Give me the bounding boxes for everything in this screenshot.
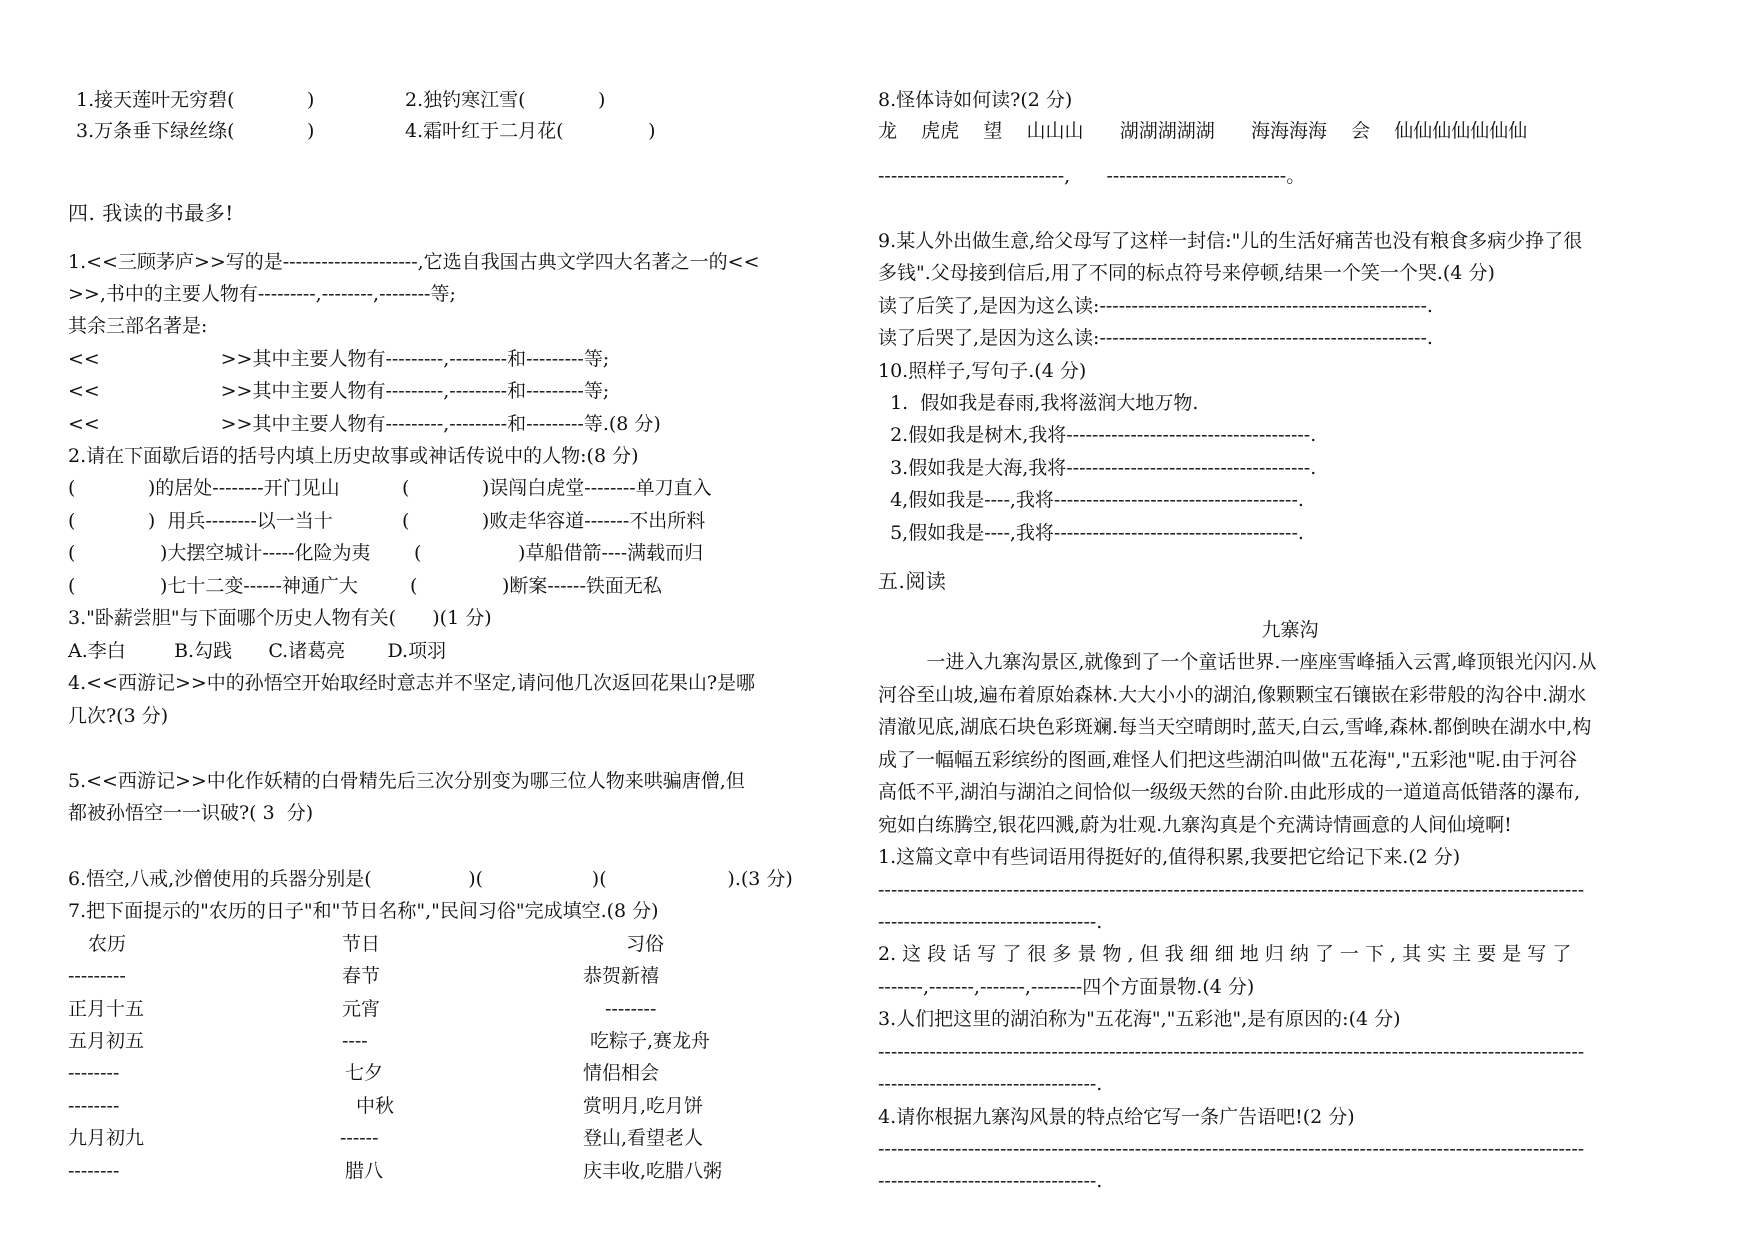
q2-row-2a: ( ) 用兵--------以一当十 (68, 510, 333, 532)
table-row-4-festival: 七夕 (345, 1062, 384, 1084)
table-row-4-custom: 情侣相会 (583, 1062, 660, 1084)
table-row-7-lunar: -------- (68, 1160, 120, 1182)
table-row-2-festival: 元宵 (342, 998, 381, 1020)
article-line-1: 一进入九寨沟景区,就像到了一个童话世界.一座座雪峰插入云霄,峰顶银光闪闪.从 (878, 651, 1597, 673)
table-row-2-custom: -------- (605, 998, 657, 1020)
q2-row-2b: ( )败走华容道-------不出所料 (402, 510, 706, 532)
reading-q3-title: 3.人们把这里的湖泊称为"五花海","五彩池",是有原因的:(4 分) (878, 1008, 1401, 1030)
reading-q4-title: 4.请你根据九寨沟风景的特点给它写一条广告语吧!(2 分) (878, 1106, 1355, 1128)
q2-row-1a: ( )的居处--------开门见山 (68, 477, 340, 499)
table-row-1-lunar: --------- (68, 965, 126, 987)
section-5-title: 五.阅读 (878, 569, 947, 593)
table-header-custom: 习俗 (626, 933, 665, 955)
article-line-4: 成了一幅幅五彩缤纷的图画,难怪人们把这些湖泊叫做"五花海","五彩池"呢.由于河谷 (878, 749, 1578, 771)
table-row-1-festival: 春节 (342, 965, 381, 987)
article-line-5: 高低不平,湖泊与湖泊之间恰似一级级天然的台阶.由此形成的一道道高低错落的瀑布, (878, 781, 1581, 803)
reading-q1-title: 1.这篇文章中有些词语用得挺好的,值得积累,我要把它给记下来.(2 分) (878, 846, 1461, 868)
q9-line-3: 读了后笑了,是因为这么读:---------------------------------------------------. (878, 295, 1433, 317)
q1-line-6: << >>其中主要人物有---------,---------和---------等.(8 分) (68, 413, 661, 435)
article-title: 九寨沟 (1261, 619, 1319, 641)
q9-line-2: 多钱".父母接到信后,用了不同的标点符号来停顿,结果一个笑一个哭.(4 分) (878, 262, 1495, 284)
q2-row-1b: ( )误闯白虎堂--------单刀直入 (402, 477, 712, 499)
q1-line-5: << >>其中主要人物有---------,---------和---------等; (68, 380, 610, 402)
q2-row-3a: ( )大摆空城计-----化险为夷 (68, 542, 371, 564)
poem-question-1: 1.接天莲叶无穷碧( ) (76, 89, 315, 111)
q1-line-2: >>,书中的主要人物有---------,--------,--------等; (68, 283, 456, 305)
poem-question-2: 2.独钓寒江雪( ) (405, 89, 606, 111)
q2-title: 2.请在下面歇后语的括号内填上历史故事或神话传说中的人物:(8 分) (68, 445, 639, 467)
article-line-6: 宛如白练腾空,银花四溅,蔚为壮观.九寨沟真是个充满诗情画意的人间仙境啊! (878, 814, 1512, 836)
q10-item-1: 1. 假如我是春雨,我将滋润大地万物. (878, 392, 1199, 414)
reading-q1-answer-line: -------------------------------------------------------------------------------------------------------------- (878, 879, 1585, 901)
q8-poem: 龙 虎虎 望 山山山 湖湖湖湖湖 海海海海 会 仙仙仙仙仙仙仙 (878, 120, 1528, 142)
table-row-4-lunar: -------- (68, 1062, 120, 1084)
table-row-6-lunar: 九月初九 (68, 1127, 145, 1149)
q9-line-4: 读了后哭了,是因为这么读:---------------------------------------------------. (878, 327, 1433, 349)
q8-answer: -----------------------------, ----------------------------。 (878, 165, 1306, 187)
q2-row-4a: ( )七十二变------神通广大 (68, 575, 358, 597)
reading-q3-answer-line: -------------------------------------------------------------------------------------------------------------- (878, 1041, 1585, 1063)
section-4-title: 四. 我读的书最多! (68, 201, 234, 225)
q9-line-1: 9.某人外出做生意,给父母写了这样一封信:"儿的生活好痛苦也没有粮食多病少挣了很 (878, 230, 1583, 252)
q1-line-1: 1.<<三顾茅庐>>写的是---------------------,它选自我国古典文学四大名著之一的<< (68, 251, 760, 273)
reading-q1-answer-line-2: ----------------------------------. (878, 911, 1103, 933)
table-row-3-festival: ---- (342, 1030, 368, 1052)
table-header-festival: 节日 (342, 933, 381, 955)
q2-row-3b: ( )草船借箭----满载而归 (414, 542, 704, 564)
q10-item-2: 2.假如我是树木,我将--------------------------------------. (878, 424, 1317, 446)
table-row-3-lunar: 五月初五 (68, 1030, 145, 1052)
reading-q3-answer-line-2: ----------------------------------. (878, 1073, 1103, 1095)
q5-line-1: 5.<<西游记>>中化作妖精的白骨精先后三次分别变为哪三位人物来哄骗唐僧,但 (68, 770, 745, 792)
reading-q2-line-1: 2. 这 段 话 写 了 很 多 景 物 , 但 我 细 细 地 归 纳 了 一 下 , 其 实 主 要 是 写 了 (878, 943, 1572, 965)
table-row-3-custom: 吃粽子,赛龙舟 (590, 1030, 711, 1052)
table-row-5-festival: 中秋 (356, 1095, 395, 1117)
reading-q4-answer-line-2: ----------------------------------. (878, 1170, 1103, 1192)
q10-item-3: 3.假如我是大海,我将--------------------------------------. (878, 457, 1317, 479)
q1-line-4: << >>其中主要人物有---------,---------和---------等; (68, 348, 610, 370)
q10-item-5: 5,假如我是----,我将--------------------------------------. (878, 522, 1304, 544)
q10-item-4: 4,假如我是----,我将--------------------------------------. (878, 489, 1304, 511)
q10-title: 10.照样子,写句子.(4 分) (878, 360, 1087, 382)
reading-q4-answer-line: -------------------------------------------------------------------------------------------------------------- (878, 1138, 1585, 1160)
q2-row-4b: ( )断案------铁面无私 (410, 575, 662, 597)
poem-question-4: 4.霜叶红于二月花( ) (405, 120, 656, 142)
q5-line-2: 都被孙悟空一一识破?( 3 分) (68, 802, 314, 824)
article-line-2: 河谷至山坡,遍布着原始森林.大大小小的湖泊,像颗颗宝石镶嵌在彩带般的沟谷中.湖水 (878, 684, 1587, 706)
table-row-6-festival: ------ (340, 1127, 379, 1149)
table-row-2-lunar: 正月十五 (68, 998, 145, 1020)
table-row-6-custom: 登山,看望老人 (583, 1127, 704, 1149)
q4-line-1: 4.<<西游记>>中的孙悟空开始取经时意志并不坚定,请问他几次返回花果山?是哪 (68, 672, 756, 694)
table-header-lunar: 农历 (88, 933, 127, 955)
q7-title: 7.把下面提示的"农历的日子"和"节日名称","民间习俗"完成填空.(8 分) (68, 900, 659, 922)
reading-q2-line-2: -------,-------,-------,--------四个方面景物.(4 分) (878, 976, 1255, 998)
q6: 6.悟空,八戒,沙僧使用的兵器分别是( )( )( ).(3 分) (68, 868, 793, 890)
table-row-1-custom: 恭贺新禧 (583, 965, 660, 987)
q4-line-2: 几次?(3 分) (68, 705, 169, 727)
q3-options: A.李白 B.勾践 C.诸葛亮 D.项羽 (68, 640, 447, 662)
q8-title: 8.怪体诗如何读?(2 分) (878, 89, 1073, 111)
q3-title: 3."卧薪尝胆"与下面哪个历史人物有关( )(1 分) (68, 607, 492, 629)
table-row-7-festival: 腊八 (345, 1160, 384, 1182)
table-row-5-lunar: -------- (68, 1095, 120, 1117)
poem-question-3: 3.万条垂下绿丝绦( ) (76, 120, 315, 142)
q1-line-3: 其余三部名著是: (68, 315, 208, 337)
article-line-3: 清澈见底,湖底石块色彩斑斓.每当天空晴朗时,蓝天,白云,雪峰,森林.都倒映在湖水中,构 (878, 716, 1592, 738)
table-row-7-custom: 庆丰收,吃腊八粥 (583, 1160, 723, 1182)
table-row-5-custom: 赏明月,吃月饼 (583, 1095, 704, 1117)
